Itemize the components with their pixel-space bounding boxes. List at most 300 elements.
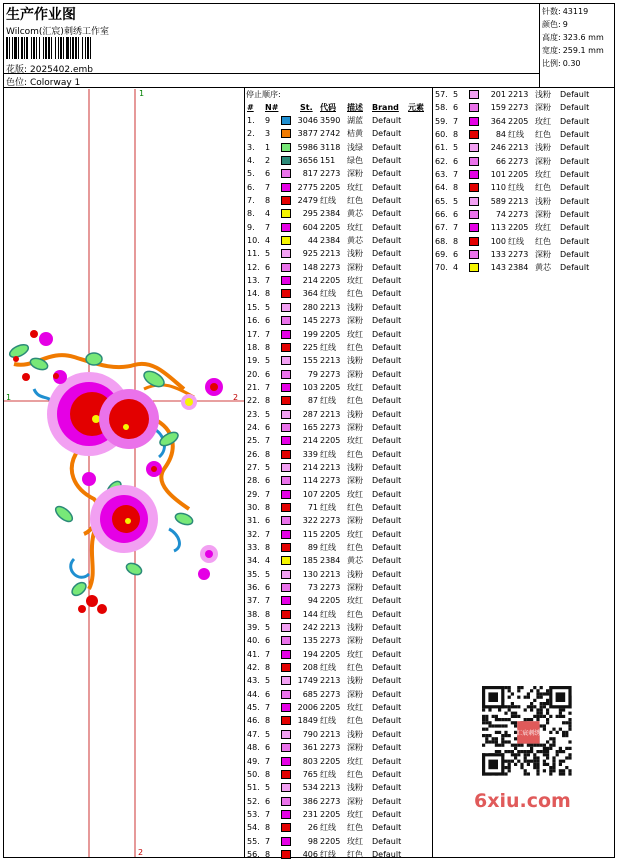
row-code: 2273	[320, 636, 341, 646]
qr-module	[546, 699, 549, 702]
qr-module	[508, 769, 511, 772]
color-swatch	[281, 823, 291, 832]
qr-module	[530, 702, 533, 705]
marker-left: 1	[6, 393, 12, 402]
row-brand: Default	[560, 170, 590, 180]
row-description: 深粉	[347, 583, 363, 593]
color-swatch	[469, 263, 479, 272]
row-code: 2273	[320, 689, 341, 699]
qr-module	[552, 728, 555, 731]
row-code: 2205	[320, 596, 341, 606]
qr-module	[504, 712, 507, 715]
qr-module	[514, 744, 517, 747]
row-stitches: 534	[302, 783, 318, 793]
row-description: 浅粉	[347, 249, 363, 259]
row-needle: 6	[265, 169, 271, 179]
qr-module	[565, 756, 568, 759]
row-index: 29.	[247, 489, 260, 499]
row-code: 2213	[508, 143, 529, 153]
qr-module	[540, 692, 543, 695]
table-row	[246, 501, 432, 514]
table-row	[246, 221, 432, 234]
qr-module	[559, 772, 562, 775]
row-code: 2273	[320, 422, 341, 432]
row-index: 53.	[247, 809, 260, 819]
row-brand: Default	[372, 329, 402, 339]
row-index: 4.	[247, 156, 255, 166]
qr-module	[536, 715, 539, 718]
qr-module	[556, 750, 559, 753]
qr-module	[485, 728, 488, 731]
qr-code	[470, 678, 588, 778]
qr-module	[498, 731, 501, 734]
row-index: 14.	[247, 289, 260, 299]
row-needle: 8	[453, 183, 459, 193]
qr-module	[559, 760, 562, 763]
company-name: Wilcom(汇宸)刺绣工作室	[6, 27, 109, 37]
row-stitches: 3656	[297, 156, 318, 166]
row-brand: Default	[560, 196, 590, 206]
qr-module	[565, 734, 568, 737]
qr-module	[524, 760, 527, 763]
qr-module	[501, 718, 504, 721]
row-stitches: 803	[302, 756, 318, 766]
row-index: 40.	[247, 636, 260, 646]
color-swatch	[281, 383, 291, 392]
row-stitches: 87	[307, 396, 318, 406]
qr-module	[511, 753, 514, 756]
row-description: 浅粉	[535, 196, 551, 206]
qr-module	[556, 731, 559, 734]
qr-module	[482, 721, 485, 724]
row-index: 46.	[247, 716, 260, 726]
row-needle: 5	[265, 783, 271, 793]
row-stitches: 364	[490, 116, 506, 126]
qr-module	[511, 760, 514, 763]
table-row	[246, 127, 432, 140]
qr-module	[549, 766, 552, 769]
qr-module	[485, 737, 488, 740]
row-brand: Default	[372, 129, 402, 139]
row-index: 63.	[435, 170, 448, 180]
color-swatch	[281, 476, 291, 485]
row-code: 2273	[508, 103, 529, 113]
row-index: 28.	[247, 476, 260, 486]
row-brand: Default	[560, 223, 590, 233]
table-row	[246, 301, 432, 314]
row-stitches: 1749	[297, 676, 318, 686]
color-swatch	[281, 730, 291, 739]
stat-value: 43119	[562, 7, 589, 16]
row-needle: 5	[265, 676, 271, 686]
row-description: 红色	[347, 609, 363, 619]
row-stitches: 100	[490, 236, 506, 246]
row-needle: 8	[265, 609, 271, 619]
row-index: 42.	[247, 663, 260, 673]
row-stitches: 143	[490, 263, 506, 273]
qr-module	[540, 715, 543, 718]
row-stitches: 110	[490, 183, 506, 193]
color-swatch	[281, 316, 291, 325]
row-description: 浅粉	[535, 143, 551, 153]
row-index: 31.	[247, 516, 260, 526]
row-stitches: 406	[302, 849, 318, 859]
qr-module	[492, 737, 495, 740]
table-row	[246, 848, 432, 861]
row-index: 45.	[247, 703, 260, 713]
qr-module	[552, 769, 555, 772]
color-swatch	[469, 210, 479, 219]
qr-module	[527, 760, 530, 763]
row-code: 2273	[320, 262, 341, 272]
row-code: 2213	[320, 676, 341, 686]
qr-module	[517, 753, 520, 756]
qr-module	[540, 705, 543, 708]
row-stitches: 589	[490, 196, 506, 206]
row-index: 27.	[247, 462, 260, 472]
row-needle: 6	[265, 316, 271, 326]
row-brand: Default	[372, 342, 402, 352]
table-row	[434, 155, 614, 168]
qr-module	[514, 763, 517, 766]
row-brand: Default	[372, 249, 402, 259]
row-description: 黄芯	[347, 556, 363, 566]
qr-module	[546, 712, 549, 715]
table-row	[246, 114, 432, 127]
row-needle: 7	[453, 223, 459, 233]
row-description: 玫红	[347, 756, 363, 766]
qr-module	[540, 686, 543, 689]
row-code: 2213	[320, 302, 341, 312]
row-stitches: 604	[302, 222, 318, 232]
row-code: 2213	[320, 729, 341, 739]
row-code: 2213	[320, 356, 341, 366]
qr-module	[504, 766, 507, 769]
table-row	[246, 661, 432, 674]
row-index: 21.	[247, 382, 260, 392]
qr-module	[511, 702, 514, 705]
table-header	[246, 101, 432, 114]
qr-module	[536, 696, 539, 699]
row-index: 11.	[247, 249, 260, 259]
qr-module	[533, 686, 536, 689]
qr-module	[536, 692, 539, 695]
row-brand: Default	[372, 502, 402, 512]
design-file-value: 2025402.emb	[30, 65, 93, 75]
row-description: 玫红	[347, 436, 363, 446]
qr-module	[482, 708, 485, 711]
color-swatch	[281, 623, 291, 632]
row-stitches: 925	[302, 249, 318, 259]
table-row	[246, 488, 432, 501]
row-code: 2205	[320, 329, 341, 339]
color-swatch	[281, 156, 291, 165]
row-brand: Default	[372, 663, 402, 673]
table-row	[434, 115, 614, 128]
qr-module	[549, 744, 552, 747]
qr-module	[543, 760, 546, 763]
row-index: 67.	[435, 223, 448, 233]
row-brand: Default	[372, 716, 402, 726]
row-index: 66.	[435, 210, 448, 220]
row-needle: 8	[265, 502, 271, 512]
qr-module	[504, 686, 507, 689]
row-stitches: 817	[302, 169, 318, 179]
qr-module	[511, 715, 514, 718]
qr-module	[568, 772, 571, 775]
qr-module	[508, 689, 511, 692]
color-swatch	[281, 810, 291, 819]
qr-module	[524, 750, 527, 753]
row-needle: 8	[265, 716, 271, 726]
row-needle: 6	[265, 262, 271, 272]
row-description: 玫红	[347, 382, 363, 392]
row-code: 红线	[320, 289, 336, 299]
qr-module	[508, 750, 511, 753]
row-code: 2213	[320, 462, 341, 472]
qr-module	[485, 721, 488, 724]
qr-module	[549, 747, 552, 750]
qr-module	[504, 724, 507, 727]
row-code: 2384	[508, 263, 529, 273]
header-description: 描述	[347, 103, 363, 112]
table-row	[246, 287, 432, 300]
color-swatch	[281, 783, 291, 792]
row-description: 浅粉	[347, 462, 363, 472]
qr-module	[495, 744, 498, 747]
row-description: 红色	[347, 342, 363, 352]
row-index: 35.	[247, 569, 260, 579]
row-index: 3.	[247, 142, 255, 152]
row-brand: Default	[372, 743, 402, 753]
marker-right: 2	[233, 393, 239, 402]
row-description: 红色	[347, 663, 363, 673]
qr-module	[517, 750, 520, 753]
row-needle: 4	[265, 209, 271, 219]
color-swatch	[469, 157, 479, 166]
qr-module	[530, 705, 533, 708]
watermark: 6xiu.com	[474, 790, 571, 812]
qr-module	[482, 718, 485, 721]
row-description: 黄芯	[535, 263, 551, 273]
table-row	[246, 648, 432, 661]
qr-module	[568, 756, 571, 759]
row-needle: 5	[265, 302, 271, 312]
table-row	[434, 195, 614, 208]
row-stitches: 214	[302, 276, 318, 286]
row-brand: Default	[372, 689, 402, 699]
color-swatch	[281, 129, 291, 138]
qr-module	[514, 737, 517, 740]
row-index: 39.	[247, 623, 260, 633]
header-index: #	[247, 103, 254, 112]
stat-label: 针数:	[542, 7, 561, 16]
qr-module	[520, 686, 523, 689]
row-code: 红线	[320, 716, 336, 726]
qr-module	[498, 708, 501, 711]
color-swatch	[281, 436, 291, 445]
color-swatch	[281, 716, 291, 725]
row-needle: 4	[265, 236, 271, 246]
thread-table-right	[434, 88, 614, 275]
row-needle: 8	[265, 849, 271, 859]
row-needle: 1	[265, 142, 271, 152]
row-description: 深粉	[347, 476, 363, 486]
qr-module	[552, 740, 555, 743]
row-stitches: 165	[302, 422, 318, 432]
stats-panel	[540, 3, 615, 88]
color-swatch	[281, 570, 291, 579]
row-stitches: 280	[302, 302, 318, 312]
color-swatch	[281, 303, 291, 312]
qr-module	[562, 731, 565, 734]
row-needle: 8	[265, 342, 271, 352]
qr-module	[520, 750, 523, 753]
qr-logo-text: 汇宸刺绣	[516, 730, 541, 738]
qr-module	[540, 744, 543, 747]
color-swatch	[469, 223, 479, 232]
stat-label: 高度:	[542, 33, 561, 42]
color-swatch	[469, 103, 479, 112]
color-swatch	[281, 530, 291, 539]
qr-module	[536, 772, 539, 775]
qr-module	[533, 760, 536, 763]
row-index: 62.	[435, 156, 448, 166]
row-code: 2273	[508, 156, 529, 166]
qr-module	[514, 712, 517, 715]
row-stitches: 44	[307, 236, 318, 246]
row-stitches: 159	[490, 103, 506, 113]
row-brand: Default	[372, 236, 402, 246]
header-element: 元素	[408, 103, 424, 112]
color-swatch	[281, 343, 291, 352]
qr-module	[508, 718, 511, 721]
row-description: 浅粉	[347, 783, 363, 793]
row-stitches: 361	[302, 743, 318, 753]
row-stitches: 1849	[297, 716, 318, 726]
color-swatch	[281, 276, 291, 285]
row-stitches: 114	[302, 476, 318, 486]
table-row	[246, 581, 432, 594]
row-needle: 7	[265, 329, 271, 339]
table-row	[246, 541, 432, 554]
qr-module	[517, 705, 520, 708]
color-swatch	[281, 490, 291, 499]
qr-module	[543, 702, 546, 705]
qr-module	[504, 760, 507, 763]
row-needle: 8	[265, 769, 271, 779]
row-brand: Default	[372, 556, 402, 566]
row-code: 2273	[320, 743, 341, 753]
qr-module	[546, 702, 549, 705]
qr-module	[527, 705, 530, 708]
row-stitches: 2479	[297, 196, 318, 206]
row-brand: Default	[560, 103, 590, 113]
color-swatch	[281, 396, 291, 405]
row-description: 浅绿	[347, 142, 363, 152]
color-swatch	[469, 143, 479, 152]
table-row	[246, 621, 432, 634]
row-index: 70.	[435, 263, 448, 273]
color-swatch	[281, 650, 291, 659]
qr-module	[511, 712, 514, 715]
row-index: 2.	[247, 129, 255, 139]
qr-module	[559, 769, 562, 772]
row-description: 玫红	[347, 222, 363, 232]
table-row	[434, 168, 614, 181]
table-row	[246, 741, 432, 754]
qr-module	[524, 753, 527, 756]
row-code: 2205	[508, 223, 529, 233]
row-index: 18.	[247, 342, 260, 352]
row-brand: Default	[372, 836, 402, 846]
row-brand: Default	[372, 476, 402, 486]
qr-module	[514, 715, 517, 718]
row-brand: Default	[560, 263, 590, 273]
qr-module	[501, 744, 504, 747]
row-index: 7.	[247, 196, 255, 206]
row-code: 2213	[508, 90, 529, 99]
row-stitches: 101	[490, 170, 506, 180]
color-swatch	[281, 703, 291, 712]
row-stitches: 322	[302, 516, 318, 526]
row-stitches: 115	[302, 529, 318, 539]
row-index: 6.	[247, 182, 255, 192]
row-brand: Default	[372, 142, 402, 152]
table-row	[246, 274, 432, 287]
table-row	[434, 208, 614, 221]
qr-module	[543, 750, 546, 753]
row-description: 玫红	[347, 529, 363, 539]
qr-module	[552, 763, 555, 766]
stat-row	[542, 44, 615, 57]
row-index: 26.	[247, 449, 260, 459]
qr-module	[495, 740, 498, 743]
qr-module	[504, 705, 507, 708]
row-code: 红线	[508, 183, 524, 193]
embroidery-design	[4, 89, 244, 857]
row-index: 12.	[247, 262, 260, 272]
row-stitches: 201	[490, 90, 506, 99]
row-brand: Default	[372, 596, 402, 606]
row-brand: Default	[560, 236, 590, 246]
row-code: 2384	[320, 236, 341, 246]
stat-row	[542, 57, 615, 70]
row-needle: 7	[265, 703, 271, 713]
color-swatch	[281, 236, 291, 245]
qr-module	[495, 737, 498, 740]
qr-module	[559, 750, 562, 753]
color-swatch	[281, 676, 291, 685]
header-divider	[3, 73, 539, 74]
row-description: 深粉	[347, 369, 363, 379]
row-code: 红线	[320, 396, 336, 406]
row-stitches: 194	[302, 649, 318, 659]
row-needle: 6	[453, 210, 459, 220]
row-brand: Default	[372, 609, 402, 619]
row-index: 25.	[247, 436, 260, 446]
row-index: 24.	[247, 422, 260, 432]
row-code: 2205	[320, 529, 341, 539]
row-brand: Default	[372, 182, 402, 192]
qr-module	[559, 728, 562, 731]
row-index: 57.	[435, 90, 448, 99]
row-needle: 7	[265, 756, 271, 766]
color-swatch	[281, 263, 291, 272]
qr-module	[508, 766, 511, 769]
row-description: 玫红	[347, 649, 363, 659]
qr-module	[520, 763, 523, 766]
